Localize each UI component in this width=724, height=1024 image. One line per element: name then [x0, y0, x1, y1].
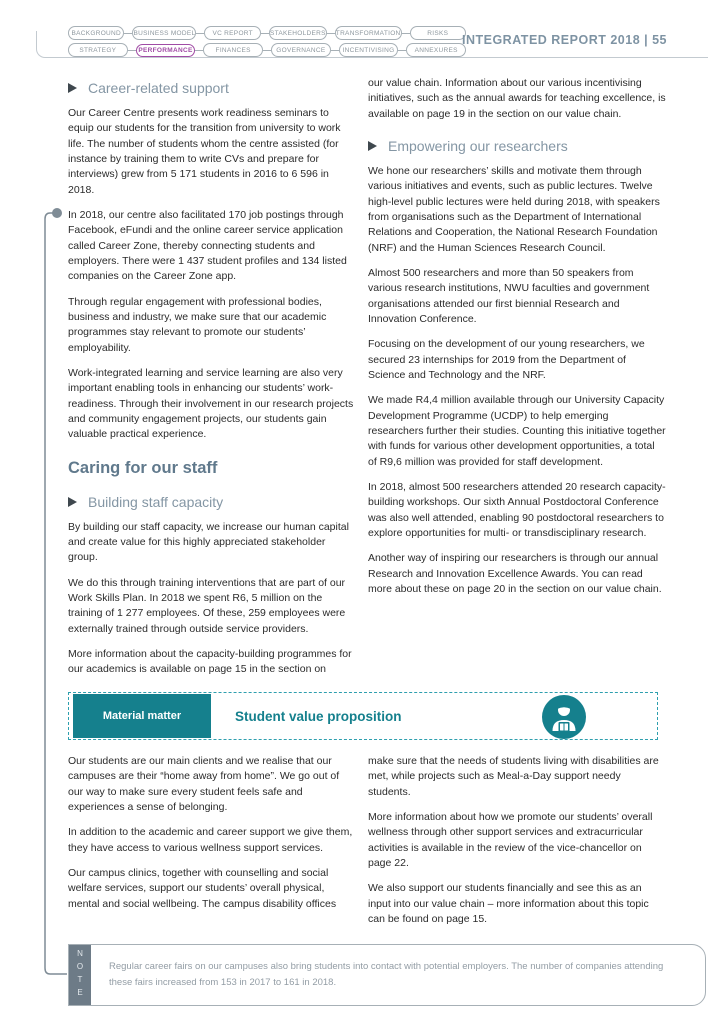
section-heading-career-related-support: [68, 80, 354, 96]
material-matter-title: Student value proposition: [235, 708, 402, 724]
paragraph: Our campus clinics, together with counselling and social welfare services, support our students’ overall physical, mental and social wellbeing. The campus disability offices: [68, 866, 337, 910]
student-icon: [542, 695, 586, 739]
paragraph: Through regular engagement with professional bodies, business and industry, we make sure that our academic programmes stay relevant to promote our students’ employability.: [68, 295, 327, 354]
paragraph: Focusing on the development of our young researchers, we secured 23 internships for 2019 from the Department of Science and Technology and the NRF.: [368, 338, 645, 381]
section-heading-building-staff-capacity: [68, 494, 354, 510]
tab-incentivising[interactable]: INCENTIVISING: [339, 43, 399, 57]
paragraph-job-postings: In 2018, our centre also facilitated 170 job postings through Facebook, eFundi and the online career service application called Career Zone, thereby connecting students and employers. There were 1 437 student profiles and 134 listed companies on the Career Zone app.: [68, 208, 347, 283]
tab-connector: [124, 33, 132, 34]
tab-stakeholders[interactable]: STAKEHOLDERS: [269, 26, 327, 40]
paragraph: our value chain. Information about our various incentivising initiatives, such as the annual awards for teaching excellence, is available on page 19 in the section on our value chain.: [368, 77, 666, 120]
tab-background[interactable]: BACKGROUND: [68, 26, 124, 40]
triangle-bullet-icon: [368, 141, 377, 151]
paragraph: Our Career Centre presents work readiness seminars to equip our students for the transition from university to work life. The number of students whom the centre assisted (for instance by training them to write CVs and prepare for interviews) grew from 5 171 students in 2016 to 6 596 in 2018.: [68, 107, 341, 196]
paragraph: Another way of inspiring our researchers is through our annual Research and Innovation Excellence Awards. You can read more about these on page 20 in the section on our value chain.: [368, 552, 662, 595]
note-label: NOTE: [69, 945, 91, 1005]
tab-connector: [331, 50, 339, 51]
paragraph: We do this through training interventions that are part of our Work Skills Plan. In 2018 we spent R6, 5 million on the training of 1 277 employees. Of these, 259 employees were externally trained through outside service providers.: [68, 576, 346, 635]
top-navigation: [68, 26, 466, 60]
note-box: [68, 944, 706, 1006]
bottom-left-column: [68, 754, 354, 922]
paragraph: make sure that the needs of students living with disabilities are met, while projects such as Meal-a-Day support needy students.: [368, 755, 659, 798]
tab-connector: [263, 50, 271, 51]
tab-connector: [128, 50, 136, 51]
paragraph: Almost 500 researchers and more than 50 speakers from various research institutions, NWU faculties and government organisations attended our first biennial Research and Innovation Conference.: [368, 266, 650, 325]
tab-annexures[interactable]: ANNEXURES: [406, 43, 466, 57]
material-matter-label: Material matter: [73, 694, 211, 738]
paragraph: We hone our researchers’ skills and motivate them through various initiatives and events, such as public lectures. Twelve high-level public lectures were held during 2018, with speakers from organisations such as the Department of International Relations and Cooperation, the National Research Foundation (NRF) and the Human Sciences Research Council.: [368, 164, 660, 254]
tab-connector: [195, 50, 203, 51]
left-column: [68, 76, 354, 688]
paragraph: More information about the capacity-building programmes for our academics is available on page 15 in the section on: [68, 647, 352, 676]
note-text: Regular career fairs on our campuses also bring students into contact with potential employers. The number of companies attending these fairs increased from 153 in 2017 to 161 in 2018.: [109, 961, 664, 988]
bottom-right-column: [368, 754, 666, 937]
section-heading-empowering-our-researchers: [368, 138, 666, 154]
nav-row-2: [68, 43, 466, 57]
section-heading-label: Career-related support: [88, 80, 229, 96]
tab-performance-active[interactable]: PERFORMANCE: [136, 44, 196, 57]
tab-connector: [261, 33, 269, 34]
tab-connector: [402, 33, 410, 34]
triangle-bullet-icon: [68, 497, 77, 507]
paragraph: We made R4,4 million available through our University Capacity Development Programme (UCDP) to help emerging researchers further their studies. Counting this initiative together with funds for various other development opportunities, a total of R9,6 million was provided for staff development.: [368, 394, 666, 468]
paragraph: Work-integrated learning and service learning are also very important enabling tools in enhancing our students’ work-readiness. Through their involvement in our research projects and community engagement projects, our students gain valuable practical experience.: [68, 366, 354, 441]
paragraph: Our students are our main clients and we realise that our campuses are their “home away from home”. We go out of our way to make sure every student feels safe and experiences a sense of belonging.: [68, 755, 340, 813]
tab-vc-report[interactable]: VC REPORT: [204, 26, 260, 40]
tab-connector: [398, 50, 406, 51]
paragraph: In 2018, almost 500 researchers attended 20 research capacity-building workshops. Our sixth Annual Postdoctoral Conference was also well attended, enabling 90 postdoctoral researchers to explore opportunities for multi- or transdisciplinary research.: [368, 480, 666, 539]
paragraph: More information about how we promote our students’ overall wellness through other support services and extracurricular activities is available in the review of the vice-chancellor on page 22.: [368, 810, 653, 869]
paragraph: By building our staff capacity, we increase our human capital and create value for this highly appreciated stakeholder group.: [68, 520, 349, 564]
tab-strategy[interactable]: STRATEGY: [68, 43, 128, 57]
tab-connector: [196, 33, 204, 34]
tab-finances[interactable]: FINANCES: [203, 43, 263, 57]
tab-business-model[interactable]: BUSINESS MODEL: [132, 26, 196, 40]
nav-row-1: [68, 26, 466, 40]
triangle-bullet-icon: [68, 83, 77, 93]
tab-connector: [327, 33, 335, 34]
paragraph: In addition to the academic and career support we give them, they have access to various wellness support services.: [68, 826, 353, 854]
tab-risks[interactable]: RISKS: [410, 26, 466, 40]
right-column: [368, 76, 666, 607]
paragraph: We also support our students financially and see this as an input into our value chain – more information about this topic can be found on page 15.: [368, 882, 649, 925]
section-heading-label: Building staff capacity: [88, 493, 224, 510]
material-matter-banner: [68, 692, 658, 740]
tab-governance[interactable]: GOVERNANCE: [271, 43, 331, 57]
heading-caring-for-our-staff: Caring for our staff: [68, 458, 218, 477]
tab-transformation[interactable]: TRANSFORMATION: [335, 26, 402, 40]
section-heading-label: Empowering our researchers: [388, 137, 568, 154]
page-title: INTEGRATED REPORT 2018 | 55: [461, 33, 667, 47]
